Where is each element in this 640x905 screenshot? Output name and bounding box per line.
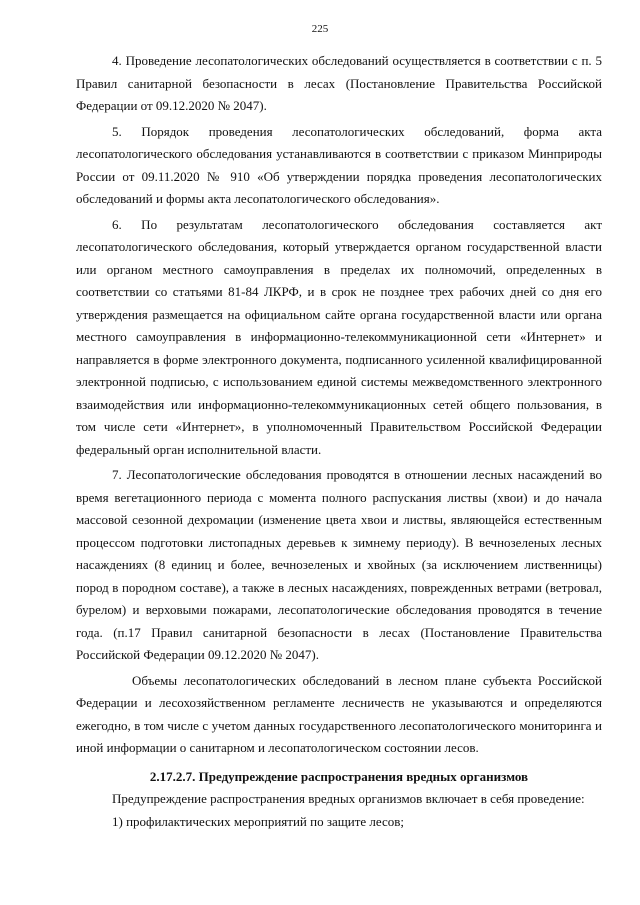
section-heading: 2.17.2.7. Предупреждение распространения вредных организмов bbox=[149, 768, 529, 784]
paragraph-volumes: Объемы лесопатологических обследований в лесном плане субъекта Российской Федерации и лесохозяйственном регламенте лесничеств не указываются и определяются ежегодно, в том числе с учетом данных государственного лесопатологического мониторинга и иной информации о санитарном и лесопатологическом состоянии лесов. bbox=[76, 672, 602, 755]
page-number: 225 bbox=[311, 23, 329, 35]
document-body bbox=[76, 50, 602, 833]
paragraph-6: 6. По результатам лесопатологического обследования составляется акт лесопатологического обследования, который утверждается органом государственной власти или органом местного самоуправления в пределах их полномочий, определенных в соответствии со статьями 81-84 ЛКРФ, и в срок не позднее трех рабочих дней со дня его утверждения размещается на официальном сайте органа государственной власти или органа местного самоуправления в информационно-телекоммуникационной сети «Интернет» и направляется в форме электронного документа, подписанного усиленной квалифицированной электронной подписью, с использованием единой системы межведомственного электронного взаимодействия или информационно-телекоммуникационных сетей общего пользования, в том числе сети «Интернет», в уполномоченный Правительством Российской Федерации федеральный орган исполнительной власти. bbox=[76, 216, 602, 457]
paragraph-7: 7. Лесопатологические обследования проводятся в отношении лесных насаждений во время вегетационного периода с момента полного распускания листвы (хвои) и до начала массовой сезонной дехромации (изменение цвета хвои и листвы, являющейся естественным процессом подготовки листопадных деревьев к зимнему периоду). В вечнозеленых лесных насаждениях (8 единиц и более, вечнозеленых и хвойных (за исключением лиственницы) пород в породном составе), а также в лесных насаждениях, поврежденных ветрами (ветровал, бурелом) и верховыми пожарами, лесопатологические обследования проводятся в течение года. (п.17 Правил санитарной безопасности в лесах (Постановление Правительства Российской Федерации 09.12.2020 № 2047). bbox=[76, 467, 602, 662]
intro-line: Предупреждение распространения вредных организмов включает в себя проведение: bbox=[112, 791, 585, 806]
paragraph-5: 5. Порядок проведения лесопатологических обследований, форма акта лесопатологического обследования устанавливаются в соответствии с приказом Минприроды России от 09.11.2020 № 910 «Об утверждении порядка проведения лесопатологических обследований и формы акта лесопатологического обследования». bbox=[76, 123, 602, 206]
list-item: 1) профилактических мероприятий по защите лесов; bbox=[112, 813, 404, 829]
paragraph-4: 4. Проведение лесопатологических обследований осуществляется в соответствии с п. 5 Правил санитарной безопасности в лесах (Постановление Правительства Российской Федерации от 09.12.2020 № 2047). bbox=[76, 53, 602, 113]
